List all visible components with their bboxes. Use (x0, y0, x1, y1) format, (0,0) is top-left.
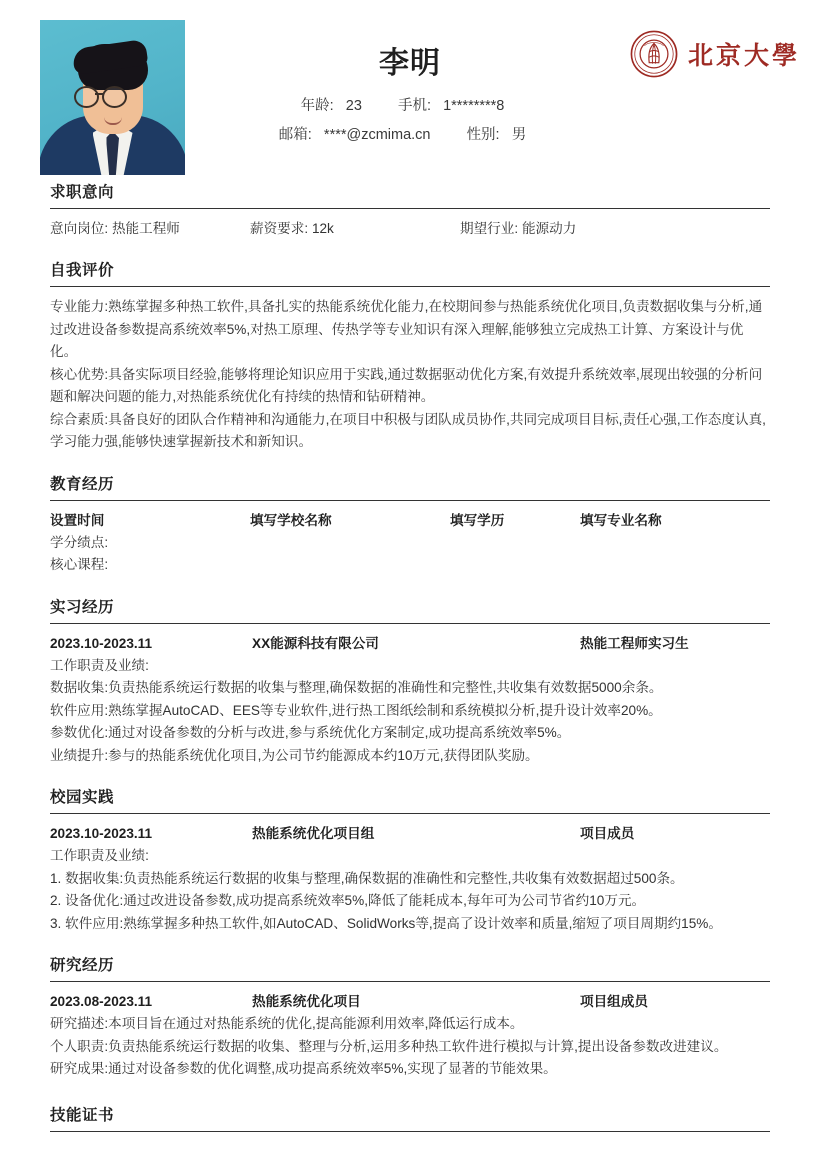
internship-bullet: 业绩提升:参与的热能系统优化项目,为公司节约能源成本约10万元,获得团队奖励。 (50, 747, 539, 763)
section-education (0, 472, 820, 577)
section-campus-practice (0, 785, 820, 935)
field-phone-value: 1********8 (443, 98, 505, 114)
campus-practice-subtitle: 工作职责及业绩: (50, 848, 149, 863)
self-evaluation-paragraph: 专业能力:熟练掌握多种热工软件,具备扎实的热能系统优化能力,在校期间参与热能系统优化项目,负责数据收集与分析,通过改进设备参数提高系统效率5%,对热工原理、传热学等专业知识有深入理解,能够独立完成热工计算、方案设计与优化。 (50, 299, 763, 359)
field-age-label: 年龄: (300, 98, 334, 114)
job-intent-industry-value: 能源动力 (521, 221, 577, 236)
field-age (301, 92, 362, 121)
research-role: 项目组成员 (580, 994, 648, 1009)
internship-bullet: 参数优化:通过对设备参数的分析与改进,参与系统优化方案制定,成功提高系统效率5%。 (50, 725, 571, 740)
divider (50, 500, 770, 501)
campus-practice-bullet: 2. 设备优化:通过改进设备参数,成功提高系统效率5%,降低了能耗成本,每年可为公司节省约10万元。 (50, 893, 646, 908)
research-bullet: 研究成果:通过对设备参数的优化调整,成功提高系统效率5%,实现了显著的节能效果。 (50, 1061, 557, 1076)
job-intent-salary-label: 薪资要求: (250, 221, 309, 236)
internship-bullet: 数据收集:负责热能系统运行数据的收集与整理,确保数据的准确性和完整性,共收集有效数据5000余条。 (50, 680, 663, 695)
job-intent-position-label: 意向岗位: (50, 221, 109, 236)
section-title-research: 研究经历 (50, 957, 115, 974)
divider (50, 813, 770, 814)
internship-role: 热能工程师实习生 (580, 635, 689, 651)
spacer (0, 240, 820, 258)
research-entry-header (50, 991, 770, 1013)
university-badge (630, 30, 800, 78)
divider (50, 1131, 770, 1132)
internship-bullet: 软件应用:熟练掌握AutoCAD、EES等专业软件,进行热工图纸绘制和系统模拟分析,提升设计效率20%。 (50, 702, 662, 718)
university-seal-icon (630, 30, 678, 78)
photo-glasses-right (102, 86, 127, 108)
divider (50, 286, 770, 287)
section-internship (0, 595, 820, 768)
job-intent-salary-value: 12k (311, 221, 334, 236)
internship-date: 2023.10-2023.11 (50, 635, 153, 651)
section-title-self-evaluation: 自我评价 (50, 262, 115, 279)
education-gpa-label: 学分绩点: (50, 534, 109, 550)
education-col-degree: 填写学历 (450, 512, 505, 528)
field-email-value: ****@zcmima.cn (323, 127, 431, 143)
contact-row-2 (185, 121, 620, 150)
section-title-internship: 实习经历 (50, 598, 115, 616)
contact-row-1 (185, 92, 620, 121)
divider (50, 623, 770, 624)
education-col-time: 设置时间 (50, 512, 105, 528)
photo-glasses-left (74, 86, 99, 108)
job-intent-position-value: 热能工程师 (111, 221, 180, 236)
campus-practice-entry-header (50, 823, 770, 845)
research-date: 2023.08-2023.11 (50, 994, 153, 1009)
resume-header (0, 0, 820, 180)
section-title-skills-certificates: 技能证书 (50, 1106, 115, 1124)
field-gender (467, 121, 527, 150)
section-title-education: 教育经历 (50, 475, 115, 493)
section-title-campus-practice: 校园实践 (50, 789, 115, 806)
education-col-school: 填写学校名称 (250, 512, 332, 528)
internship-subtitle: 工作职责及业绩: (50, 657, 149, 673)
section-job-intent (0, 180, 820, 240)
page-title: 李明 (379, 47, 441, 80)
field-email-label: 邮箱: (278, 127, 312, 143)
education-col-major: 填写专业名称 (580, 512, 662, 528)
job-intent-row (50, 218, 770, 240)
section-title-job-intent: 求职意向 (50, 184, 115, 201)
field-phone (398, 92, 504, 121)
campus-practice-bullet: 3. 软件应用:熟练掌握多种热工软件,如AutoCAD、SolidWorks等,提高了设计效率和质量,缩短了项目周期约15%。 (50, 915, 722, 931)
self-evaluation-paragraph: 综合素质:具备良好的团队合作精神和沟通能力,在项目中积极与团队成员协作,共同完成项目目标,责任心强,工作态度认真,学习能力强,能够快速掌握新技术和新知识。 (50, 411, 766, 449)
divider (50, 208, 770, 209)
internship-organization: XX能源科技有限公司 (252, 635, 379, 651)
section-research (0, 953, 820, 1081)
campus-practice-date: 2023.10-2023.11 (50, 826, 153, 841)
education-courses-label: 核心课程: (50, 557, 109, 572)
job-intent-position (50, 218, 250, 240)
spacer (0, 767, 820, 785)
job-intent-industry-label: 期望行业: (460, 221, 519, 236)
university-name: 北京大學 (687, 43, 800, 70)
self-evaluation-paragraph: 核心优势:具备实际项目经验,能够将理论知识应用于实践,通过数据驱动优化方案,有效提升系统效率,展现出较强的分析问题和解决问题的能力,对热能系统优化有持续的热情和钻研精神。 (50, 366, 763, 404)
divider (50, 981, 770, 982)
job-intent-industry (460, 218, 770, 240)
contact-info (185, 92, 620, 150)
section-skills-certificates (0, 1103, 820, 1132)
research-bullet: 个人职责:负责热能系统运行数据的收集、整理与分析,运用多种热工软件进行模拟与计算,提出设备参数改进建议。 (50, 1038, 728, 1054)
spacer (0, 935, 820, 953)
field-gender-label: 性别: (466, 127, 500, 143)
campus-practice-bullet: 1. 数据收集:负责热能系统运行数据的收集与整理,确保数据的准确性和完整性,共收集有效数据超过500条。 (50, 870, 684, 886)
internship-entry-header (50, 633, 770, 655)
campus-practice-role: 项目成员 (580, 826, 635, 841)
field-email (279, 121, 431, 150)
research-bullet: 研究描述:本项目旨在通过对热能系统的优化,提高能源利用效率,降低运行成本。 (50, 1016, 524, 1031)
research-organization: 热能系统优化项目 (252, 994, 361, 1009)
field-phone-label: 手机: (397, 98, 431, 114)
spacer (0, 1081, 820, 1103)
spacer (0, 577, 820, 595)
section-self-evaluation (0, 258, 820, 454)
field-gender-value: 男 (511, 127, 527, 143)
campus-practice-organization: 热能系统优化项目组 (252, 826, 375, 841)
job-intent-salary (250, 218, 460, 240)
field-age-value: 23 (345, 98, 362, 114)
spacer (0, 454, 820, 472)
education-column-headers (50, 510, 770, 532)
photo-glasses-bridge (95, 93, 104, 95)
